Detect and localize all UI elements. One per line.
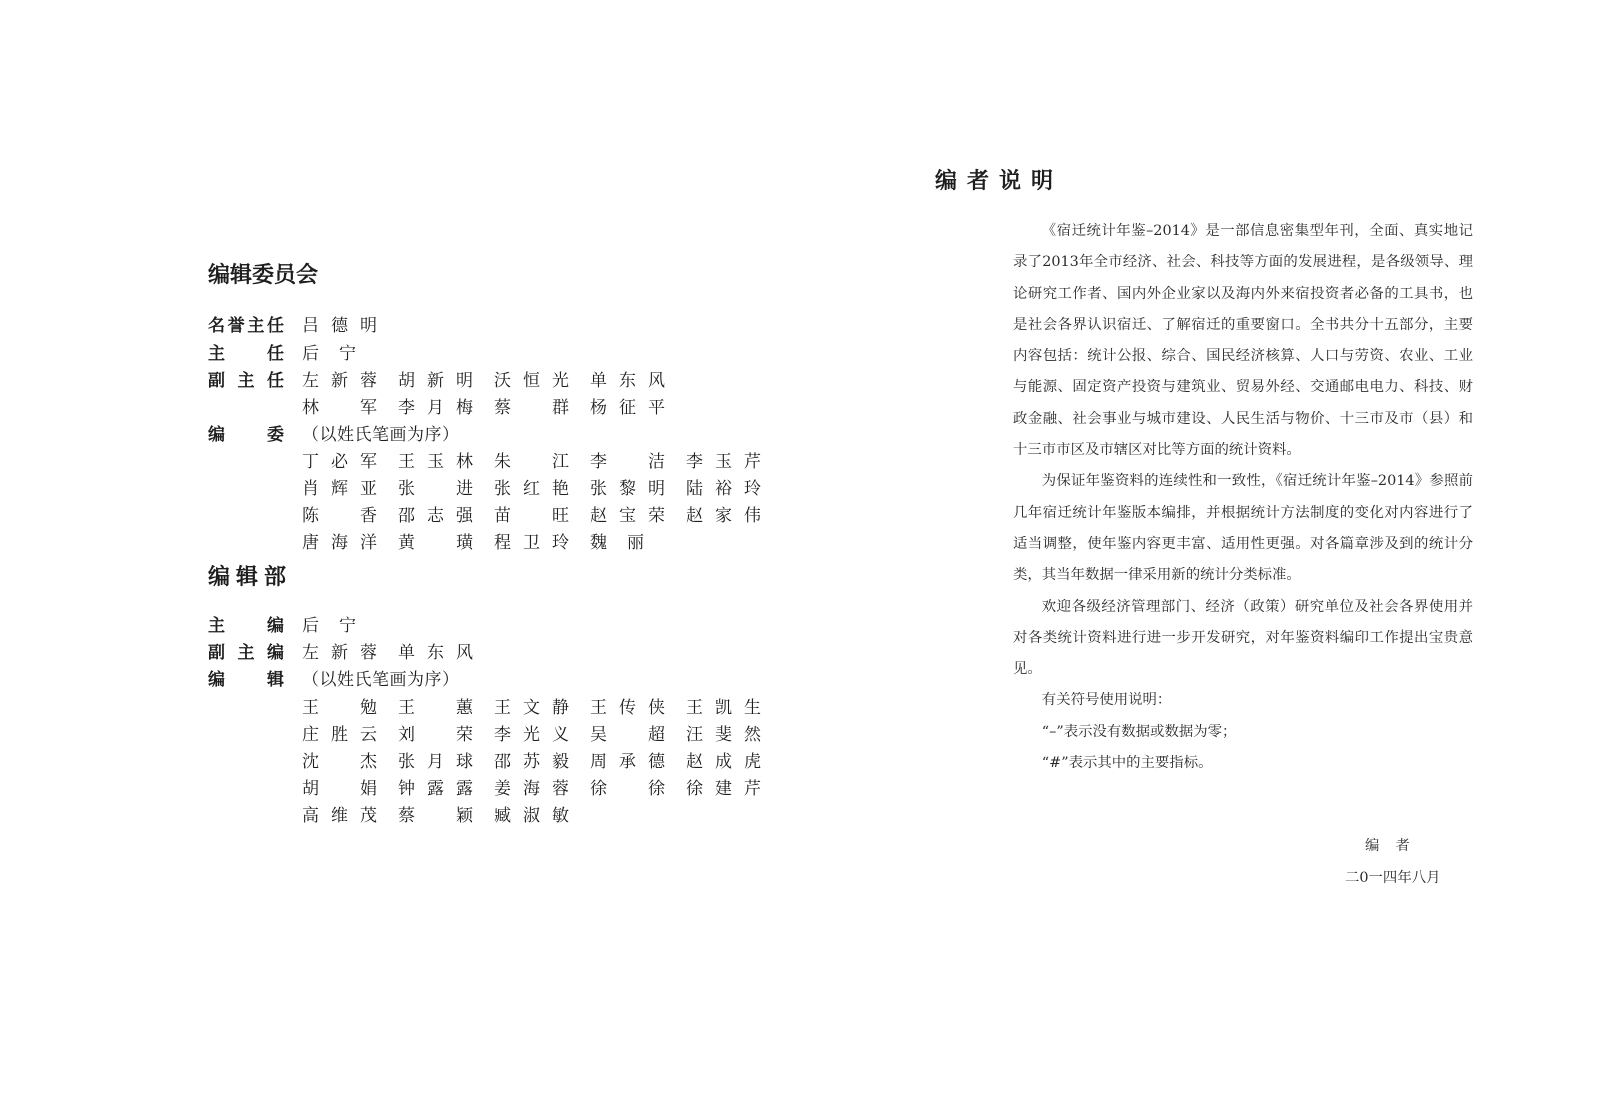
person-name: 李月梅 (398, 398, 473, 418)
role-label: 副 主 编 (208, 643, 284, 663)
person-name: 张红艳 (494, 479, 569, 499)
person-name: 林军 (302, 398, 377, 418)
signature: 编者 (1365, 838, 1426, 854)
editorial-dept-title: 编辑部 (208, 565, 293, 590)
person-name: 后宁 (302, 344, 356, 364)
person-name: 高维茂 (302, 806, 377, 826)
person-name: 钟露露 (398, 779, 473, 799)
name-list (302, 340, 356, 368)
name-list (302, 448, 761, 476)
person-name: 陆裕玲 (686, 479, 761, 499)
name-list (302, 502, 761, 530)
person-name: 李光义 (494, 725, 569, 745)
person-name: 黄璜 (398, 533, 473, 553)
person-name: 左新蓉 (302, 643, 377, 663)
name-list (302, 802, 569, 830)
symbol-explanation: “–”表示没有数据或数据为零； (1041, 723, 1237, 740)
person-name: 朱江 (494, 452, 569, 472)
person-name: 张黎明 (590, 479, 665, 499)
note-paragraph: 为保证年鉴资料的连续性和一致性，《宿迁统计年鉴–2014》参照前几年宿迁统计年鉴版本编排，并根据统计方法制度的变化对内容进行了适当调整，使年鉴内容更丰富、适用性更强。对各篇章涉及到的统计分类，其当年数据一律采用新的统计分类标准。 (1013, 473, 1473, 584)
editor-note-title: 编者说明 (935, 169, 1064, 194)
order-note: （以姓氏笔画为序） (302, 670, 460, 690)
name-list (302, 529, 644, 557)
person-name: 程卫玲 (494, 533, 569, 553)
person-name: 张月球 (398, 752, 473, 772)
person-name: 王蕙 (398, 698, 473, 718)
name-list (302, 775, 761, 803)
name-list (302, 748, 761, 776)
person-name: 王文静 (494, 698, 569, 718)
person-name: 徐建芹 (686, 779, 761, 799)
left-page (0, 0, 804, 1099)
role-label: 名 誉 主 任 (208, 316, 284, 336)
symbol-explanation: “#”表示其中的主要指标。 (1041, 755, 1213, 772)
person-name: 吕德明 (302, 316, 377, 336)
editor-note-body (1013, 216, 1473, 779)
person-name: 后宁 (302, 616, 356, 636)
order-note: （以姓氏笔画为序） (302, 425, 460, 445)
name-list (302, 312, 377, 340)
person-name: 赵成虎 (686, 752, 761, 772)
person-name: 胡新明 (398, 371, 473, 391)
note-paragraph: 欢迎各级经济管理部门、经济（政策）研究单位及社会各界使用并对各类统计资料进行进一步开发研究，对年鉴资料编印工作提出宝贵意见。 (1013, 598, 1473, 678)
signature-date: 二0一四年八月 (1345, 870, 1441, 886)
name-list (302, 367, 665, 395)
person-name: 吴超 (590, 725, 665, 745)
role-label: 编 辑 (208, 670, 284, 690)
person-name: 魏丽 (590, 533, 644, 553)
name-list (302, 721, 761, 749)
person-name: 左新蓉 (302, 371, 377, 391)
person-name: 胡娟 (302, 779, 377, 799)
person-name: 唐海洋 (302, 533, 377, 553)
person-name: 臧淑敏 (494, 806, 569, 826)
person-name: 单东风 (398, 643, 473, 663)
name-list (302, 639, 473, 667)
person-name: 沈杰 (302, 752, 377, 772)
person-name: 汪斐然 (686, 725, 761, 745)
person-name: 王凯生 (686, 698, 761, 718)
person-name: 单东风 (590, 371, 665, 391)
person-name: 苗旺 (494, 506, 569, 526)
note-paragraph: 《宿迁统计年鉴–2014》是一部信息密集型年刊，全面、真实地记录了2013年全市经济、社会、科技等方面的发展进程，是各级领导、理论研究工作者、国内外企业家以及海内外来宿投资者必备的工具书，也是社会各界认识宿迁、了解宿迁的重要窗口。全书共分十五部分，主要内容包括：统计公报、综合、国民经济核算、人口与劳资、农业、工业与能源、固定资产投资与建筑业、贸易外经、交通邮电电力、科技、财政金融、社会事业与城市建设、人民生活与物价、十三市及市（县）和十三市市区及市辖区对比等方面的统计资料。 (1013, 223, 1473, 459)
person-name: 刘荣 (398, 725, 473, 745)
person-name: 赵宝荣 (590, 506, 665, 526)
person-name: 徐徐 (590, 779, 665, 799)
person-name: 杨征平 (590, 398, 665, 418)
person-name: 沃恒光 (494, 371, 569, 391)
person-name: 肖辉亚 (302, 479, 377, 499)
name-list (302, 694, 761, 722)
role-label: 主 任 (208, 344, 284, 364)
name-list (302, 394, 665, 422)
person-name: 王勉 (302, 698, 377, 718)
name-list (302, 475, 761, 503)
person-name: 周承德 (590, 752, 665, 772)
person-name: 王传侠 (590, 698, 665, 718)
person-name: 邵苏毅 (494, 752, 569, 772)
person-name: 李玉芹 (686, 452, 761, 472)
committee-title: 编辑委员会 (208, 263, 319, 288)
person-name: 赵家伟 (686, 506, 761, 526)
person-name: 邵志强 (398, 506, 473, 526)
person-name: 丁必军 (302, 452, 377, 472)
person-name: 蔡颖 (398, 806, 473, 826)
symbols-intro: 有关符号使用说明： (1041, 692, 1172, 709)
person-name: 庄胜云 (302, 725, 377, 745)
name-list (302, 612, 356, 640)
role-label: 副 主 任 (208, 371, 284, 391)
person-name: 王玉林 (398, 452, 473, 472)
person-name: 蔡群 (494, 398, 569, 418)
person-name: 李洁 (590, 452, 665, 472)
person-name: 姜海蓉 (494, 779, 569, 799)
person-name: 张进 (398, 479, 473, 499)
right-page (805, 0, 1609, 1099)
person-name: 陈香 (302, 506, 377, 526)
role-label: 主 编 (208, 616, 284, 636)
role-label: 编 委 (208, 425, 284, 445)
